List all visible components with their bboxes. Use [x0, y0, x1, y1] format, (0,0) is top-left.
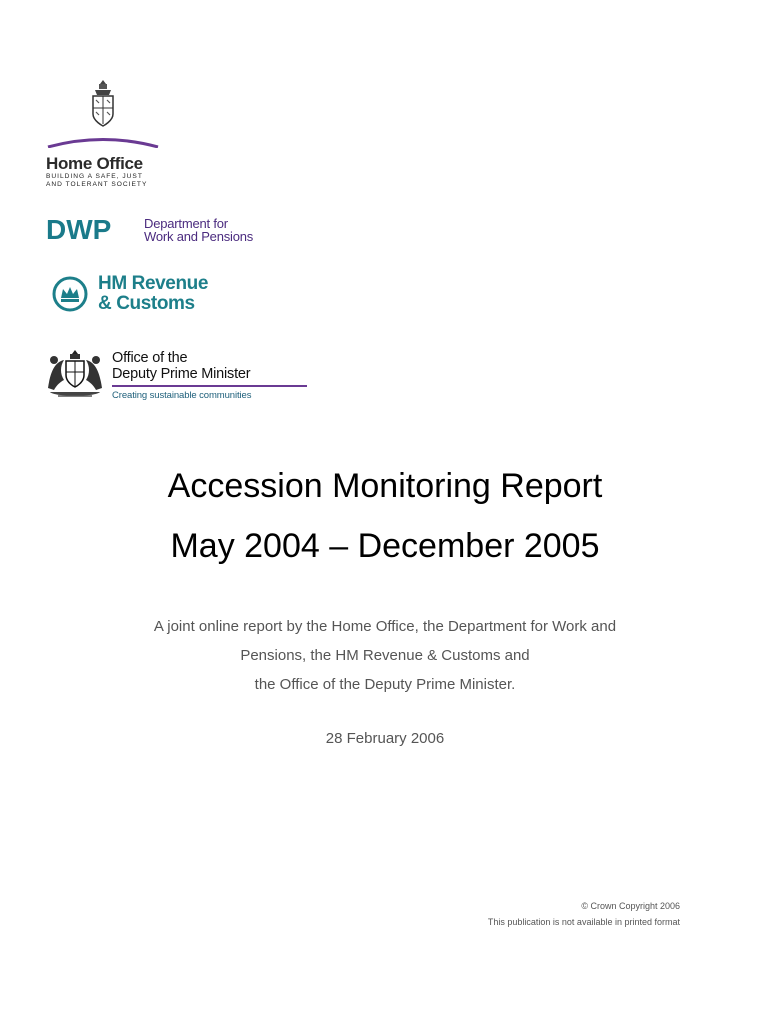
- description-line-2: Pensions, the HM Revenue & Customs and: [240, 647, 530, 664]
- description-line-3: the Office of the Deputy Prime Minister.: [254, 676, 516, 693]
- report-description: [0, 612, 770, 699]
- home-office-name: Home Office: [46, 154, 143, 173]
- report-title: Accession Monitoring Report: [167, 467, 603, 505]
- copyright-notice: © Crown Copyright 2006: [581, 901, 680, 911]
- odpm-name: [112, 350, 250, 382]
- publication-date: 28 February 2006: [325, 730, 445, 747]
- odpm-line-2: Deputy Prime Minister: [112, 366, 251, 382]
- home-office-logo: [46, 78, 166, 189]
- odpm-line-1: Office of the: [112, 350, 188, 366]
- odpm-tagline: Creating sustainable communities: [112, 390, 252, 401]
- description-line-1: A joint online report by the Home Office, the Department for Work and: [153, 618, 617, 635]
- dwp-line-2: Work and Pensions: [144, 229, 254, 244]
- royal-crest-icon: [86, 78, 120, 130]
- report-period: May 2004 – December 2005: [170, 527, 600, 565]
- odpm-purple-rule: [112, 385, 307, 387]
- dwp-department-name: [144, 217, 253, 243]
- crown-roundel-icon: [52, 276, 88, 312]
- odpm-logo: [44, 348, 274, 406]
- hmrc-line-1: HM Revenue: [98, 273, 209, 294]
- dwp-line-1: Department for: [144, 216, 228, 231]
- royal-coat-of-arms-icon: [44, 348, 106, 402]
- dwp-logo: [46, 214, 286, 248]
- hmrc-name: [98, 274, 208, 314]
- hmrc-logo: [52, 274, 232, 318]
- purple-arc-icon: [46, 136, 160, 148]
- availability-notice: This publication is not available in printed format: [487, 917, 680, 927]
- dwp-abbr: DWP: [46, 214, 112, 245]
- hmrc-line-2: & Customs: [98, 293, 195, 314]
- home-office-tagline-1: BUILDING A SAFE, JUST: [46, 173, 143, 180]
- home-office-tagline-2: AND TOLERANT SOCIETY: [46, 181, 148, 188]
